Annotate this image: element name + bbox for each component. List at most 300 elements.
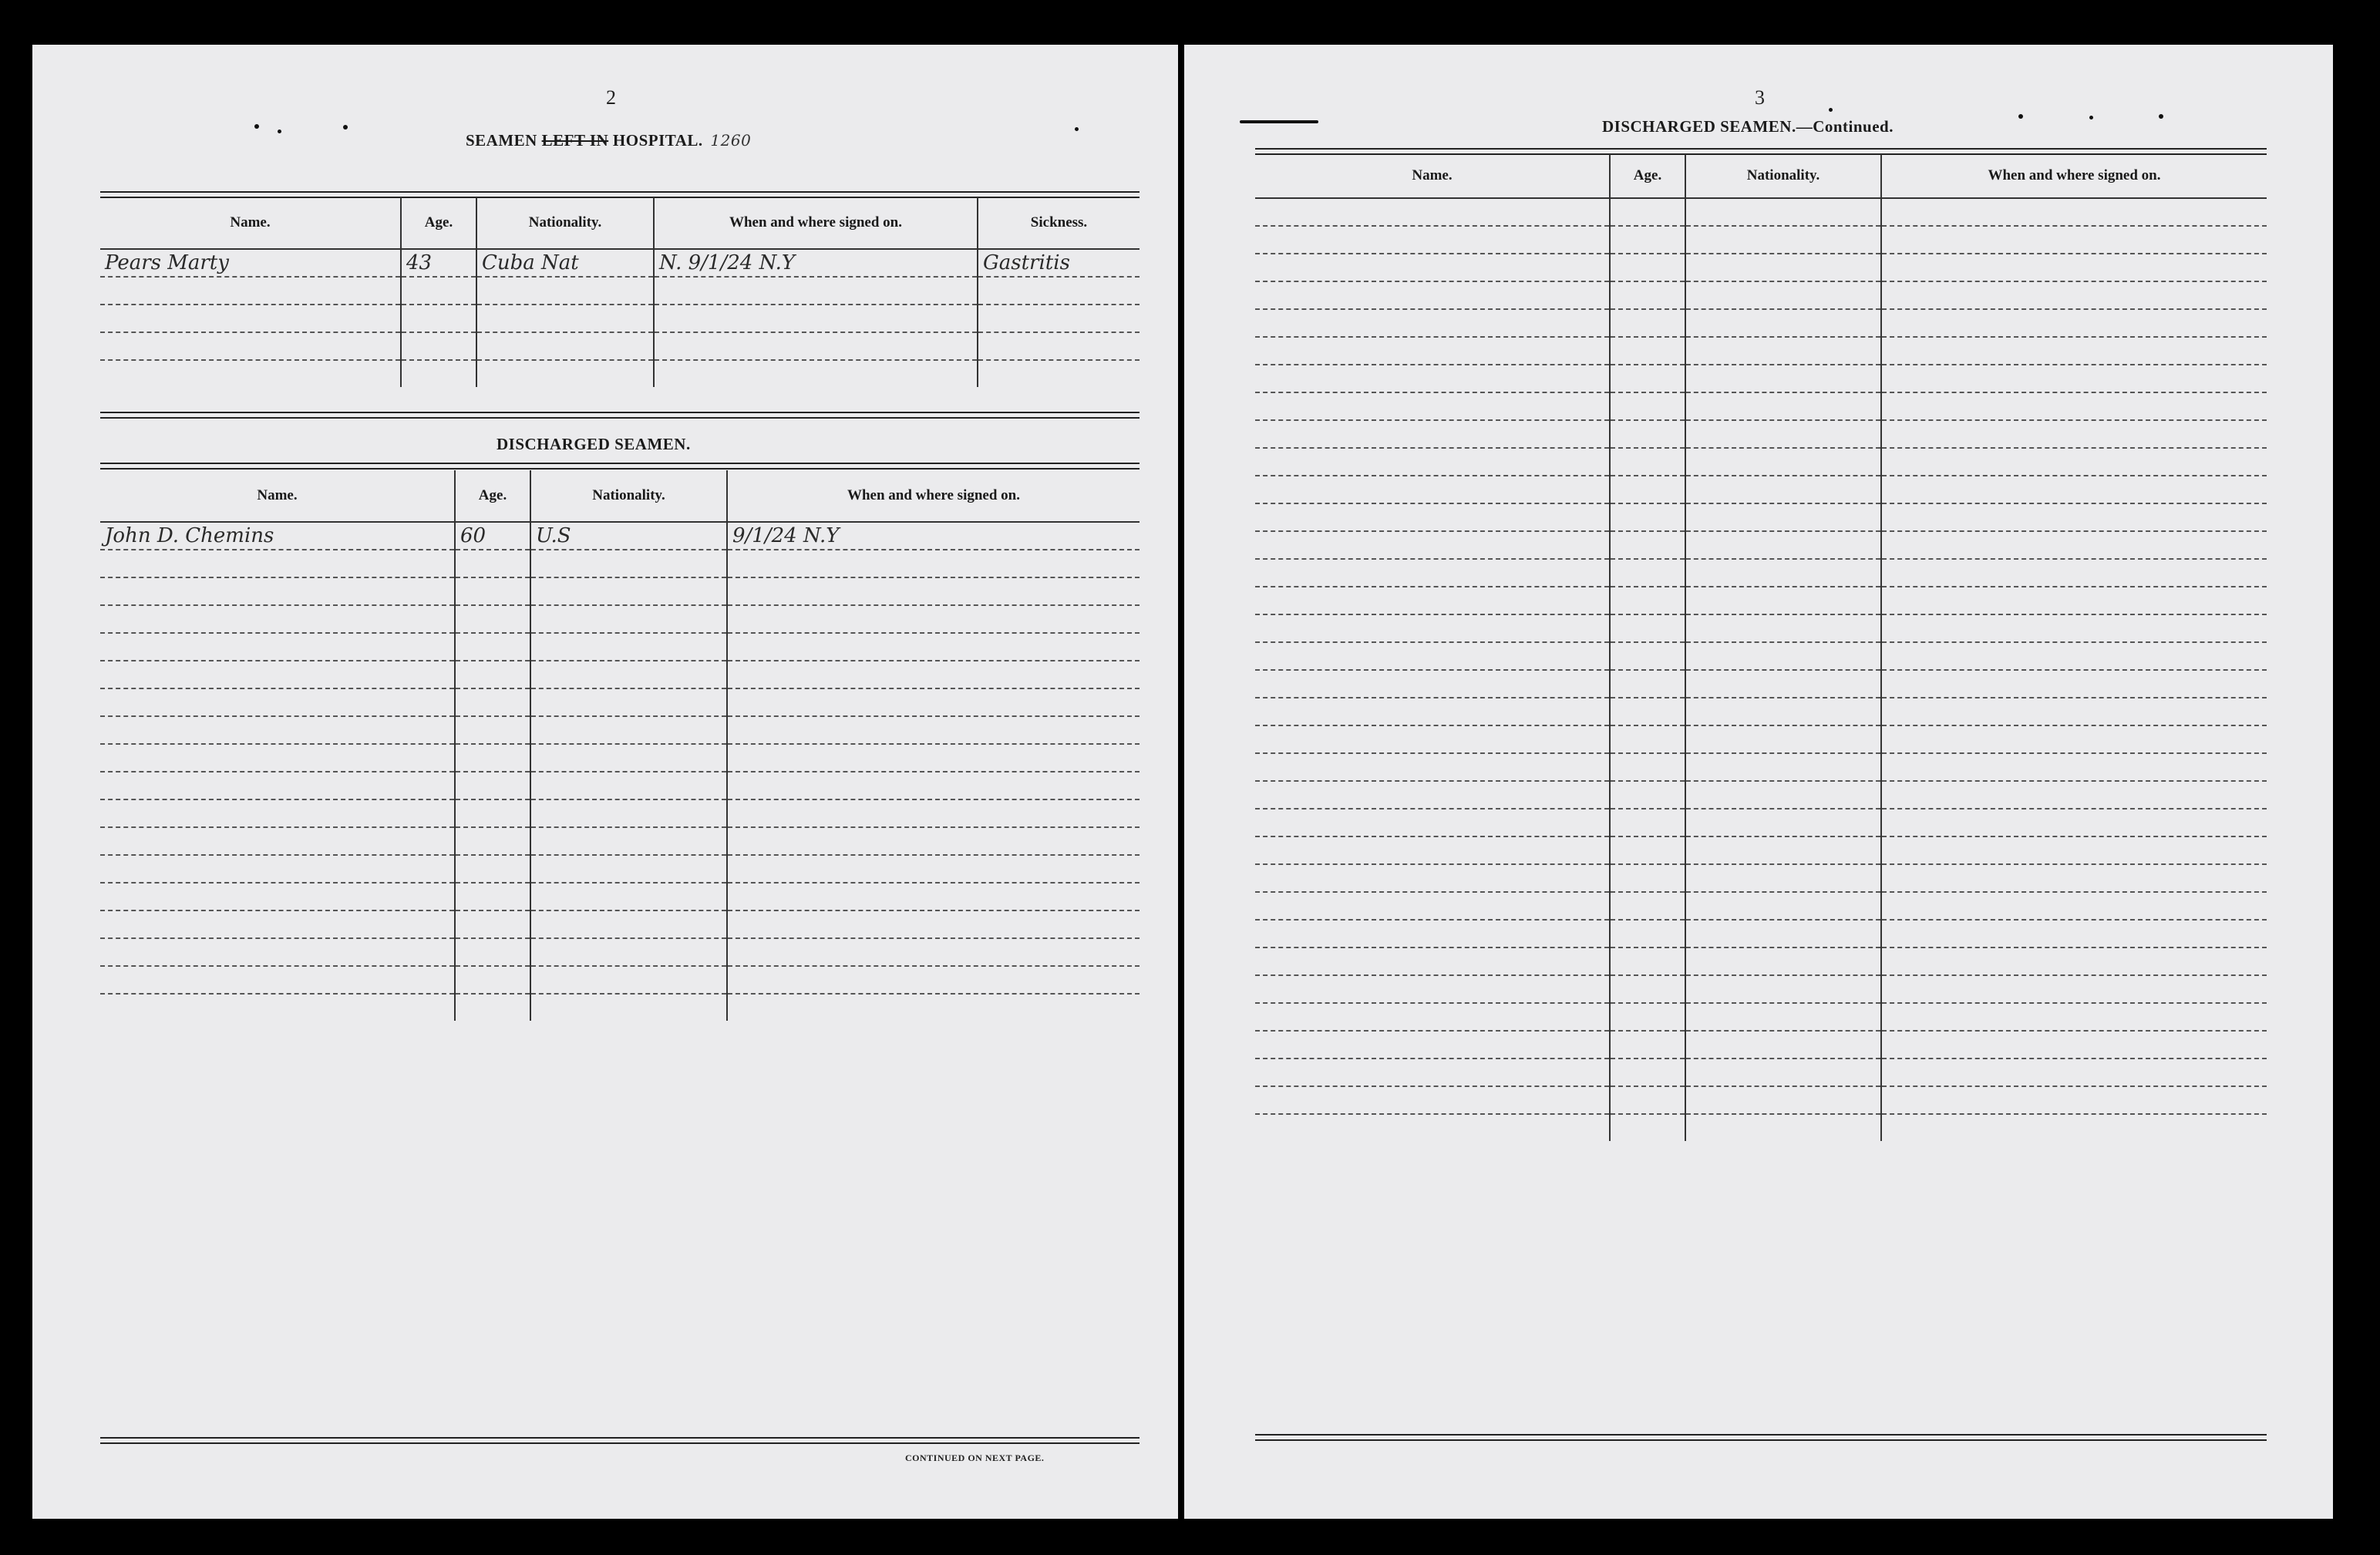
seaman-signed-on xyxy=(727,883,1140,910)
seaman-nationality xyxy=(530,827,727,855)
table-row xyxy=(100,799,1140,827)
blank-cell xyxy=(1881,698,2267,725)
table-row xyxy=(1255,337,2267,365)
blank-cell xyxy=(1255,281,1610,309)
blank-cell xyxy=(1255,920,1610,947)
seaman-name xyxy=(100,661,455,688)
blank-cell xyxy=(1685,975,1881,1003)
blank-cell xyxy=(1685,503,1881,531)
blank-cell xyxy=(1255,448,1610,476)
ink-speck xyxy=(1829,108,1833,112)
blank-cell xyxy=(1881,531,2267,559)
blank-cell xyxy=(1610,975,1685,1003)
blank-cell xyxy=(1255,725,1610,753)
seaman-nationality xyxy=(530,605,727,633)
blank-cell xyxy=(1255,1031,1610,1059)
seaman-name xyxy=(100,577,455,605)
blank-cell xyxy=(1881,1086,2267,1114)
seaman-signed-on xyxy=(727,855,1140,883)
section-rule xyxy=(100,412,1140,419)
blank-cell xyxy=(1610,1086,1685,1114)
table-row xyxy=(100,633,1140,661)
blank-cell xyxy=(1881,920,2267,947)
table-row xyxy=(1255,781,2267,809)
seaman-nationality xyxy=(530,883,727,910)
table-row xyxy=(100,772,1140,799)
table-row xyxy=(100,522,1140,550)
blank-cell xyxy=(1255,781,1610,809)
blank-cell xyxy=(1610,476,1685,503)
table-row xyxy=(100,938,1140,966)
blank-cell xyxy=(1610,226,1685,254)
table-row xyxy=(1255,947,2267,975)
ink-stroke xyxy=(1240,120,1318,123)
ink-speck xyxy=(2159,114,2163,119)
blank-cell xyxy=(1685,1031,1881,1059)
blank-cell xyxy=(1610,725,1685,753)
table-row xyxy=(100,605,1140,633)
discharged-section-title: DISCHARGED SEAMEN. xyxy=(497,435,691,453)
seaman-nationality xyxy=(530,994,727,1021)
table-row xyxy=(1255,836,2267,864)
table-row xyxy=(100,994,1140,1021)
blank-cell xyxy=(1255,309,1610,337)
blank-cell xyxy=(1610,614,1685,642)
seaman-nationality xyxy=(530,633,727,661)
seaman-name xyxy=(100,855,455,883)
table-row xyxy=(1255,254,2267,281)
blank-cell xyxy=(1610,254,1685,281)
table-row xyxy=(1255,864,2267,892)
seaman-nationality xyxy=(530,772,727,799)
blank-cell xyxy=(1881,1114,2267,1141)
table-row xyxy=(100,550,1140,577)
blank-cell xyxy=(1685,392,1881,420)
blank-cell xyxy=(1685,559,1881,587)
seaman-signed-on xyxy=(727,744,1140,772)
section-rule xyxy=(100,1437,1140,1444)
table-row xyxy=(1255,920,2267,947)
table-row xyxy=(100,332,1140,360)
blank-cell xyxy=(1255,698,1610,725)
table-row xyxy=(100,577,1140,605)
blank-cell xyxy=(1685,1114,1881,1141)
blank-cell xyxy=(1685,753,1881,781)
ink-speck xyxy=(1075,127,1079,131)
seaman-signed-on xyxy=(727,994,1140,1021)
continued-note: CONTINUED ON NEXT PAGE. xyxy=(905,1452,1045,1463)
hospital-section-title: SEAMEN LEFT IN HOSPITAL. 1260 xyxy=(466,131,752,150)
blank-cell xyxy=(1685,1003,1881,1031)
blank-cell xyxy=(1255,975,1610,1003)
seaman-nationality: U.S xyxy=(530,522,727,550)
blank-cell xyxy=(1255,836,1610,864)
seaman-signed-on xyxy=(727,688,1140,716)
blank-cell xyxy=(1255,1059,1610,1086)
seaman-signed-on xyxy=(727,772,1140,799)
seaman-name: Pears Marty xyxy=(100,249,401,277)
blank-cell xyxy=(1685,587,1881,614)
blank-cell xyxy=(1685,809,1881,836)
blank-cell xyxy=(1881,476,2267,503)
table-row xyxy=(1255,420,2267,448)
seaman-name xyxy=(100,633,455,661)
blank-cell xyxy=(1685,698,1881,725)
table-row xyxy=(100,277,1140,305)
table-row xyxy=(1255,725,2267,753)
blank-cell xyxy=(1255,503,1610,531)
seaman-sickness: Gastritis xyxy=(978,249,1140,277)
table-row xyxy=(1255,448,2267,476)
blank-cell xyxy=(1685,281,1881,309)
table-row xyxy=(1255,1114,2267,1141)
seaman-age xyxy=(455,994,530,1021)
seaman-signed-on xyxy=(727,910,1140,938)
blank-cell xyxy=(1255,254,1610,281)
seaman-name xyxy=(100,910,455,938)
blank-cell xyxy=(1255,1003,1610,1031)
table-row xyxy=(1255,281,2267,309)
blank-cell xyxy=(1610,365,1685,392)
blank-cell xyxy=(1685,476,1881,503)
blank-cell xyxy=(1881,642,2267,670)
ink-speck xyxy=(278,130,281,133)
table-row xyxy=(1255,642,2267,670)
seaman-nationality xyxy=(530,910,727,938)
seaman-name xyxy=(100,688,455,716)
table-row xyxy=(100,744,1140,772)
blank-cell xyxy=(1255,531,1610,559)
table-row xyxy=(100,249,1140,277)
blank-cell xyxy=(1610,920,1685,947)
blank-cell xyxy=(1685,947,1881,975)
blank-cell xyxy=(1685,337,1881,365)
blank-cell xyxy=(1255,670,1610,698)
blank-cell xyxy=(1685,920,1881,947)
table-row xyxy=(100,855,1140,883)
col-header-age: Age. xyxy=(1610,154,1685,198)
blank-cell xyxy=(1255,420,1610,448)
blank-cell xyxy=(1610,392,1685,420)
left-page xyxy=(32,45,1178,1519)
seaman-name xyxy=(100,605,455,633)
blank-cell xyxy=(1610,642,1685,670)
seaman-name xyxy=(100,938,455,966)
seaman-name xyxy=(100,744,455,772)
blank-cell xyxy=(1685,642,1881,670)
blank-cell xyxy=(1610,337,1685,365)
blank-cell xyxy=(1610,892,1685,920)
blank-cell xyxy=(1881,420,2267,448)
seaman-name xyxy=(100,716,455,744)
blank-cell xyxy=(1685,614,1881,642)
blank-cell xyxy=(1610,698,1685,725)
blank-cell xyxy=(1881,1003,2267,1031)
blank-cell xyxy=(1881,725,2267,753)
table-row xyxy=(100,716,1140,744)
col-header-nationality: Nationality. xyxy=(1685,154,1881,198)
table-row xyxy=(1255,975,2267,1003)
discharged-table xyxy=(100,470,1140,1021)
table-row xyxy=(1255,226,2267,254)
blank-cell xyxy=(1685,531,1881,559)
table-row xyxy=(1255,1003,2267,1031)
table-row xyxy=(100,360,1140,387)
col-header-signed-on: When and where signed on. xyxy=(727,470,1140,522)
blank-cell xyxy=(1881,587,2267,614)
table-row xyxy=(1255,559,2267,587)
blank-cell xyxy=(1881,226,2267,254)
blank-cell xyxy=(1881,392,2267,420)
discharged-continued-title: DISCHARGED SEAMEN.—Continued. xyxy=(1602,117,1894,136)
blank-cell xyxy=(1881,670,2267,698)
blank-cell xyxy=(1610,670,1685,698)
seaman-age xyxy=(455,966,530,994)
table-row xyxy=(100,661,1140,688)
blank-cell xyxy=(1610,309,1685,337)
section-rule xyxy=(1255,1434,2267,1441)
blank-cell xyxy=(1610,559,1685,587)
blank-cell xyxy=(1610,587,1685,614)
seaman-signed-on xyxy=(727,938,1140,966)
seaman-age xyxy=(455,605,530,633)
seaman-age xyxy=(455,550,530,577)
blank-cell xyxy=(1610,281,1685,309)
table-row xyxy=(1255,531,2267,559)
seaman-age xyxy=(455,799,530,827)
table-row xyxy=(1255,309,2267,337)
blank-cell xyxy=(1881,309,2267,337)
blank-cell xyxy=(1685,892,1881,920)
blank-cell xyxy=(1255,476,1610,503)
blank-cell xyxy=(1255,226,1610,254)
seaman-signed-on: N. 9/1/24 N.Y xyxy=(654,249,978,277)
seaman-age xyxy=(455,716,530,744)
col-header-nationality: Nationality. xyxy=(530,470,727,522)
table-row xyxy=(1255,698,2267,725)
table-row xyxy=(100,827,1140,855)
seaman-age: 43 xyxy=(401,249,476,277)
blank-cell xyxy=(1881,975,2267,1003)
blank-cell xyxy=(1255,1114,1610,1141)
seaman-name: John D. Chemins xyxy=(100,522,455,550)
seaman-nationality xyxy=(530,716,727,744)
table-row xyxy=(100,910,1140,938)
table-row xyxy=(100,305,1140,332)
table-row xyxy=(1255,476,2267,503)
seaman-nationality xyxy=(530,577,727,605)
hospital-table xyxy=(100,197,1140,387)
seaman-age xyxy=(455,688,530,716)
seaman-age xyxy=(455,883,530,910)
blank-cell xyxy=(1255,198,1610,226)
blank-cell xyxy=(1685,670,1881,698)
blank-cell xyxy=(1255,559,1610,587)
table-row xyxy=(1255,1031,2267,1059)
seaman-name xyxy=(100,799,455,827)
seaman-signed-on xyxy=(727,633,1140,661)
blank-cell xyxy=(1685,1059,1881,1086)
table-row xyxy=(1255,392,2267,420)
blank-cell xyxy=(1685,198,1881,226)
ink-speck xyxy=(343,125,348,130)
blank-cell xyxy=(1610,1003,1685,1031)
col-header-age: Age. xyxy=(455,470,530,522)
blank-cell xyxy=(1685,254,1881,281)
col-header-signed-on: When and where signed on. xyxy=(654,197,978,249)
section-rule xyxy=(100,463,1140,470)
seaman-name xyxy=(100,772,455,799)
blank-cell xyxy=(1255,892,1610,920)
table-row xyxy=(1255,670,2267,698)
seaman-age xyxy=(455,577,530,605)
blank-cell xyxy=(1881,1031,2267,1059)
blank-cell xyxy=(1881,281,2267,309)
blank-cell xyxy=(1881,198,2267,226)
blank-cell xyxy=(1881,503,2267,531)
blank-cell xyxy=(1610,947,1685,975)
table-row xyxy=(1255,587,2267,614)
table-row xyxy=(100,883,1140,910)
blank-cell xyxy=(1881,365,2267,392)
blank-cell xyxy=(1685,836,1881,864)
ink-speck xyxy=(2018,114,2023,119)
seaman-age xyxy=(455,938,530,966)
seaman-nationality xyxy=(530,855,727,883)
blank-cell xyxy=(1610,781,1685,809)
table-row xyxy=(1255,1086,2267,1114)
col-header-sickness: Sickness. xyxy=(978,197,1140,249)
seaman-name xyxy=(100,994,455,1021)
seaman-age xyxy=(455,827,530,855)
seaman-signed-on xyxy=(727,799,1140,827)
blank-cell xyxy=(1881,448,2267,476)
blank-cell xyxy=(1610,198,1685,226)
col-header-nationality: Nationality. xyxy=(476,197,654,249)
handwritten-annotation: 1260 xyxy=(710,131,752,150)
table-row xyxy=(1255,365,2267,392)
seaman-nationality xyxy=(530,744,727,772)
seaman-signed-on xyxy=(727,577,1140,605)
discharged-continued-table xyxy=(1255,154,2267,1141)
seaman-signed-on xyxy=(727,827,1140,855)
seaman-signed-on xyxy=(727,550,1140,577)
blank-cell xyxy=(1685,448,1881,476)
table-row xyxy=(1255,1059,2267,1086)
col-header-name: Name. xyxy=(100,470,455,522)
blank-cell xyxy=(1685,365,1881,392)
blank-cell xyxy=(1610,864,1685,892)
blank-cell xyxy=(1255,614,1610,642)
table-row xyxy=(1255,198,2267,226)
blank-cell xyxy=(1255,642,1610,670)
seaman-age xyxy=(455,910,530,938)
blank-cell xyxy=(1610,1114,1685,1141)
ink-speck xyxy=(254,124,259,129)
blank-cell xyxy=(1255,864,1610,892)
right-page xyxy=(1184,45,2333,1519)
seaman-age xyxy=(455,744,530,772)
table-row xyxy=(1255,753,2267,781)
blank-cell xyxy=(1610,1059,1685,1086)
table-row xyxy=(1255,892,2267,920)
blank-cell xyxy=(1685,725,1881,753)
blank-cell xyxy=(1685,309,1881,337)
blank-cell xyxy=(1610,531,1685,559)
seaman-age xyxy=(455,633,530,661)
blank-cell xyxy=(1610,448,1685,476)
blank-cell xyxy=(1610,753,1685,781)
blank-cell xyxy=(1255,365,1610,392)
seaman-signed-on xyxy=(727,605,1140,633)
seaman-age xyxy=(455,772,530,799)
table-row xyxy=(1255,503,2267,531)
seaman-signed-on xyxy=(727,661,1140,688)
col-header-signed-on: When and where signed on. xyxy=(1881,154,2267,198)
blank-cell xyxy=(1610,503,1685,531)
table-row xyxy=(1255,809,2267,836)
ink-speck xyxy=(2089,116,2093,119)
blank-cell xyxy=(1255,392,1610,420)
table-row xyxy=(1255,614,2267,642)
seaman-signed-on: 9/1/24 N.Y xyxy=(727,522,1140,550)
blank-cell xyxy=(1881,614,2267,642)
seaman-nationality xyxy=(530,938,727,966)
blank-cell xyxy=(1610,420,1685,448)
seaman-age: 60 xyxy=(455,522,530,550)
blank-cell xyxy=(1881,254,2267,281)
blank-cell xyxy=(1255,947,1610,975)
seaman-nationality: Cuba Nat xyxy=(476,249,654,277)
blank-cell xyxy=(1881,892,2267,920)
blank-cell xyxy=(1685,226,1881,254)
col-header-name: Name. xyxy=(1255,154,1610,198)
seaman-nationality xyxy=(530,688,727,716)
seaman-name xyxy=(100,827,455,855)
blank-cell xyxy=(1881,781,2267,809)
seaman-name xyxy=(100,550,455,577)
seaman-signed-on xyxy=(727,966,1140,994)
blank-cell xyxy=(1881,337,2267,365)
blank-cell xyxy=(1881,559,2267,587)
seaman-signed-on xyxy=(727,716,1140,744)
blank-cell xyxy=(1881,809,2267,836)
blank-cell xyxy=(1255,1086,1610,1114)
seaman-name xyxy=(100,883,455,910)
blank-cell xyxy=(1255,809,1610,836)
page-number: 3 xyxy=(1755,86,1765,109)
col-header-name: Name. xyxy=(100,197,401,249)
blank-cell xyxy=(1685,420,1881,448)
blank-cell xyxy=(1610,836,1685,864)
seaman-age xyxy=(455,855,530,883)
blank-cell xyxy=(1255,753,1610,781)
blank-cell xyxy=(1610,809,1685,836)
blank-cell xyxy=(1881,1059,2267,1086)
table-row xyxy=(100,966,1140,994)
col-header-age: Age. xyxy=(401,197,476,249)
blank-cell xyxy=(1881,947,2267,975)
blank-cell xyxy=(1685,781,1881,809)
blank-cell xyxy=(1610,1031,1685,1059)
seaman-nationality xyxy=(530,799,727,827)
page-number: 2 xyxy=(606,86,616,109)
blank-cell xyxy=(1255,337,1610,365)
seaman-name xyxy=(100,966,455,994)
blank-cell xyxy=(1881,753,2267,781)
seaman-nationality xyxy=(530,550,727,577)
table-row xyxy=(100,688,1140,716)
